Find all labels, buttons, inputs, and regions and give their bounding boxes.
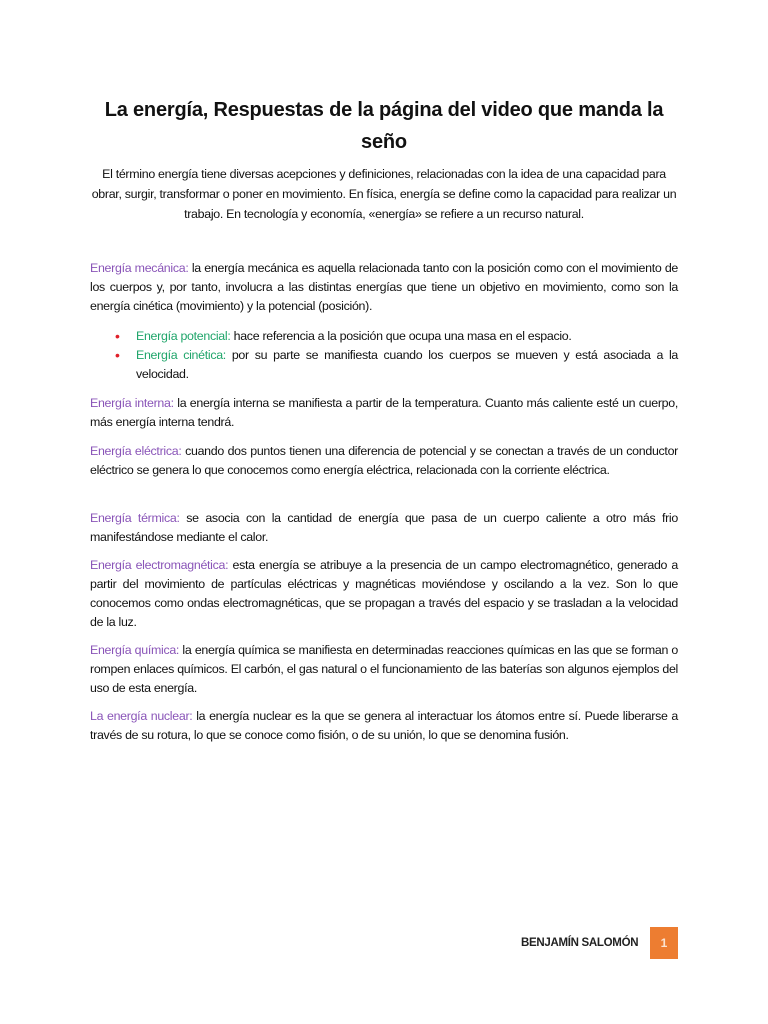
section-interna bbox=[90, 394, 678, 432]
page-number-badge: 1 bbox=[650, 927, 678, 959]
intro-paragraph: El término energía tiene diversas acepciones y definiciones, relacionadas con la idea de una capacidad para obrar, surgir, transformar o poner en movimiento. En física, energía se define como la capacidad para realizar un trabajo. En tecnología y economía, «energía» se refiere a un recurso natural. bbox=[91, 167, 677, 221]
section-label: Energía eléctrica: bbox=[90, 444, 182, 458]
section-nuclear bbox=[90, 707, 678, 745]
section-termica bbox=[90, 509, 678, 547]
bullet-icon: • bbox=[115, 347, 120, 363]
footer-author: BENJAMÍN SALOMÓN bbox=[521, 937, 639, 949]
bullet-label: Energía cinética: bbox=[136, 348, 226, 362]
section-label: Energía térmica: bbox=[90, 511, 180, 525]
section-text: la energía interna se manifiesta a partir de la temperatura. Cuanto más caliente esté un cuerpo, más energía interna tendrá. bbox=[90, 396, 678, 429]
section-text: cuando dos puntos tienen una diferencia de potencial y se conectan a través de un conductor eléctrico se genera lo que conocemos como energía eléctrica, relacionada con la corriente eléctrica. bbox=[90, 444, 678, 477]
bullet-item-potencial bbox=[90, 327, 678, 346]
section-text: la energía química se manifiesta en determinadas reacciones químicas en las que se forman o rompen enlaces químicos. El carbón, el gas natural o el funcionamiento de las baterías son algunos ejemplos del uso de esta energía. bbox=[90, 643, 678, 695]
bullet-icon: • bbox=[115, 328, 120, 344]
section-electromagnetica bbox=[90, 556, 678, 632]
section-label: Energía química: bbox=[90, 643, 180, 657]
bullet-item-cinetica bbox=[90, 346, 678, 384]
bullet-label: Energía potencial: bbox=[136, 329, 231, 343]
bullet-list bbox=[90, 327, 678, 384]
section-text: esta energía se atribuye a la presencia de un campo electromagnético, generado a partir del movimiento de partículas eléctricas y magnéticas moviéndose y oscilando a la vez. Son lo que conocemos como ondas electromagnéticas, que se propagan a través del espacio y se trasladan a la velocidad de la luz. bbox=[90, 558, 678, 629]
section-quimica bbox=[90, 641, 678, 698]
section-text: la energía nuclear es la que se genera al interactuar los átomos entre sí. Puede liberarse a través de su rotura, lo que se conoce como fisión, o de su unión, lo que se denomina fusión. bbox=[90, 709, 679, 742]
section-electrica bbox=[90, 442, 678, 480]
section-label: Energía interna: bbox=[90, 396, 174, 410]
section-text: se asocia con la cantidad de energía que pasa de un cuerpo caliente a otro más frio manifestándose mediante el calor. bbox=[90, 511, 678, 544]
section-label: Energía electromagnética: bbox=[90, 558, 229, 572]
section-text: la energía mecánica es aquella relacionada tanto con la posición como con el movimiento de los cuerpos y, por tanto, involucra a las distintas energías que tiene un objetivo en movimiento, como son la energía cinética (movimiento) y la potencial (posición). bbox=[90, 261, 679, 313]
document-title: La energía, Respuestas de la página del video que manda la seño bbox=[104, 99, 664, 153]
section-label: Energía mecánica: bbox=[90, 261, 189, 275]
bullet-text: hace referencia a la posición que ocupa una masa en el espacio. bbox=[230, 329, 572, 343]
section-mecanica bbox=[90, 259, 678, 316]
bullet-text: por su parte se manifiesta cuando los cuerpos se mueven y está asociada a la velocidad. bbox=[136, 348, 678, 381]
section-label: La energía nuclear: bbox=[90, 709, 193, 723]
